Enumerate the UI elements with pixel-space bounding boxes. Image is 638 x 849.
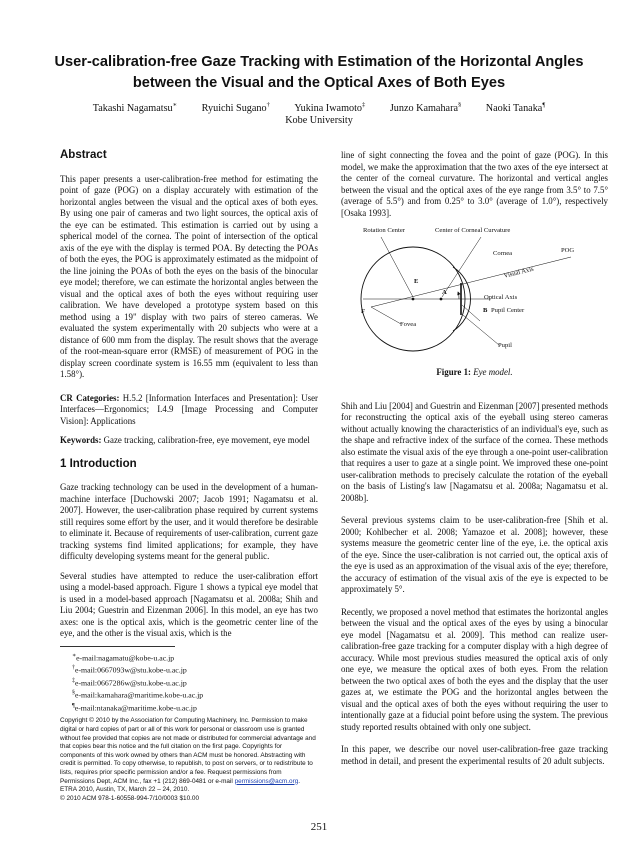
paper-title: User-calibration-free Gaze Tracking with Estimation of the Horizontal Angles between the Visual and the Optical Axes of Both Eyes xyxy=(54,54,584,91)
body-paragraph: In this paper, we describe our novel user-calibration-free gaze tracking method in detail, and present the experimental results of 20 adult subjects. xyxy=(341,744,608,766)
intro-paragraph: Several studies have attempted to reduce the user-calibration effort using a model-based approach. Figure 1 shows a typical eye model that is used in a model-based approach [Nagamatsu et al. 2008a; Shih and Liu 2004; Guestrin and Eizenman 2006]. In this model, an eye has two axes: one is the optical axis, which is the geometric center line of the eye, and the other is the visual axis, which is the xyxy=(60,570,318,638)
body-paragraph: line of sight connecting the fovea and the point of gaze (POG). In this model, we make the approximation that the two axes of the eye intersect at the center of the corneal curvature. The horizontal and vertical angles between the visual and the optical axes of the eye range from 3.5° to 7.5° (average of 5.5°) and from 0.25° to 3.0° (average of 1.0°), respectively [Osaka 1993]. xyxy=(341,150,608,218)
rotation-center-leader xyxy=(381,237,413,297)
body-paragraph: Shih and Liu [2004] and Guestrin and Eizenman [2007] presented methods for reconstructing the optical axis of the eyeball using stereo cameras without actually knowing the characteristics of an individual's eye, such as the shape and refractive index of the surface of the cornea. These methods also estimate the visual axis of the eye through a one-point user-calibration that requires a user to gaze at a single point. We improved these one-point user-calibration methods to precisely calculate the rotation of the eyeball on the basis of Listing's law [Nagamatsu et al. 2008a; Nagamatsu et al. 2008b]. xyxy=(341,400,608,503)
label-corneal-center: Center of Corneal Curvature xyxy=(435,227,511,234)
label-rotation-center: Rotation Center xyxy=(363,227,405,234)
permissions-email-link[interactable]: permissions@acm.org xyxy=(234,777,299,785)
author-list xyxy=(0,99,638,116)
label-pog: POG xyxy=(561,247,575,254)
fovea-leader xyxy=(371,307,401,324)
affiliation: Kobe University xyxy=(285,115,353,126)
label-fovea: Fovea xyxy=(400,321,417,328)
keywords: Keywords: Gaze tracking, calibration-free, eye movement, eye model xyxy=(60,435,310,445)
eye-model-diagram xyxy=(341,225,608,365)
label-optical-axis: Optical Axis xyxy=(484,294,518,301)
label-f: F xyxy=(361,308,366,315)
pupil-leader xyxy=(463,315,499,345)
author: Yukina Iwamoto‡ xyxy=(294,102,366,115)
footnote: ‡e-mail:0667286w@stu.kobe-u.ac.jp xyxy=(72,677,187,688)
label-e: E xyxy=(414,278,419,285)
footnote: †e-mail:0667093w@stu.kobe-u.ac.jp xyxy=(72,665,187,675)
label-a: A xyxy=(442,289,447,296)
label-visual-axis: Visual Axis xyxy=(503,265,535,280)
author: Naoki Tanaka¶ xyxy=(485,102,546,115)
angle-arc xyxy=(458,292,459,299)
abstract-heading: Abstract xyxy=(60,149,107,161)
label-pupil-center: Pupil Center xyxy=(491,307,525,314)
label-cornea: Cornea xyxy=(493,250,513,257)
label-b: B xyxy=(483,307,488,314)
abstract-text: This paper presents a user-calibration-free method for estimating the point of gaze (POG) on a display accurately with estimation of the horizontal angles between the visual and the optical axes of both eyes. By using one pair of cameras and two light sources, the optical axis of the eye can be estimated. This estimation is carried out by using a spherical model of the cornea. The point of intersection of the optical axis of the eye with the display is termed POA. By detecting the POAs of both the eyes, the POG is approximately estimated as the midpoint of the line joining the POAs of both the eyes on the basis of the binocular eye model; therefore, we can estimate the horizontal angles between the visual and the optical axes of both the eyes without requiring user calibration. We have developed a prototype system based on this method using a 19" display with two pairs of stereo cameras. We evaluated the system experimentally with 20 subjects who were at a distance of 600 mm from the display. The result shows that the average of the root-mean-square error (RMSE) of measurement of POG in the display screen coordinate system is 16.55 mm (equivalent to less than 1.58°). xyxy=(60,173,318,379)
footnote-rule xyxy=(60,646,175,647)
footnote: ¶e-mail:ntanaka@maritime.kobe-u.ac.jp xyxy=(72,702,197,713)
footnote: §e-mail:kamahara@maritime.kobe-u.ac.jp xyxy=(72,690,204,700)
right-column xyxy=(341,150,608,767)
label-pupil: Pupil xyxy=(498,342,512,349)
intro-heading: 1 Introduction xyxy=(60,457,137,470)
author: Junzo Kamahara§ xyxy=(389,102,462,115)
copyright-notice: Copyright © 2010 by the Association for Computing Machinery, Inc. Permission to make digital or hard copies of part or all of this work for personal or classroom use is granted without fee provided that copies are not made or distributed for commercial advantage and that copies bear this notice and the full citation on the first page. Copyrights for components of this work owned by others than ACM must be honored. Abstracting with credit is permitted. To copy otherwise, to republish, to post on servers, or to redistribute to lists, requires prior specific permission and/or a fee. Request permissions from Permissions Dept, ACM Inc., fax +1 (212) 869-0481 or e-mail permissions@acm.org. ETRA 2010, Austin, TX, March 22 – 24, 2010. © 2010 ACM 978-1-60558-994-7/10/0003 $10.00 xyxy=(60,717,316,802)
body-paragraph: Several previous systems claim to be user-calibration-free [Shih et al. 2000; Kohlbecher et al. 2008; Yamazoe et al. 2008]; however, these systems measure the geometric center line of the eye, i.e. the optical axis of the eye. Since the user-calibration is not carried out, the optical axis of the eye is used as an approximation of the visual axis of the eye; therefore, the accuracy of estimation of the visual axis of the eye is expected to be approximately 5°. xyxy=(341,515,608,594)
rotation-center-point xyxy=(412,298,415,301)
author: Takashi Nagamatsu∗ xyxy=(92,102,178,115)
visual-axis-line xyxy=(371,257,571,307)
left-column xyxy=(60,150,318,803)
intro-paragraph: Gaze tracking technology can be used in the development of a human-machine interface [Duchowski 2007; Jacob 1991; Nagamatsu et al. 2007]. However, the user-calibration phase required by current systems still requires some effort by the user, and it would therefore be desirable to eliminate it. Because of requirements of user-calibration, current gaze tracking systems find limited applications; for example, they have difficulty developing systems meant for the general public. xyxy=(60,482,318,561)
body-paragraph: Recently, we proposed a novel method that estimates the horizontal angles between the visual and the optical axes of the eyes by using a binocular eye model [Nagamatsu et al. 2009]. This method can realize user-calibration-free gaze tracking for a computer display with a high degree of accuracy. While most previous studies measured the optical axis of only one eye, we measure the optical axes of both eyes. From the relation between the two optical axes of both the eyes and the display that the user gazes at, we estimate the POG and the horizontal angles between the visual and the optical axes of both the eyes without requiring the user to intentionally gaze at a fiducial point before using the system. The previous study reported results obtained with only one subject. xyxy=(341,606,608,732)
footnote: ∗e-mail:nagamatu@kobe-u.ac.jp xyxy=(72,652,175,663)
page-number: 251 xyxy=(310,821,328,833)
figure-caption: Figure 1: Eye model. xyxy=(436,367,513,377)
cr-categories: CR Categories: H.5.2 [Information Interfaces and Presentation]: User Interfaces—Ergonomics; I.4.9 [Image Processing and Computer Vision]: Applications xyxy=(60,392,319,426)
author: Ryuichi Sugano† xyxy=(201,102,270,115)
corneal-center-point xyxy=(440,298,443,301)
eye-model-figure xyxy=(341,225,608,365)
